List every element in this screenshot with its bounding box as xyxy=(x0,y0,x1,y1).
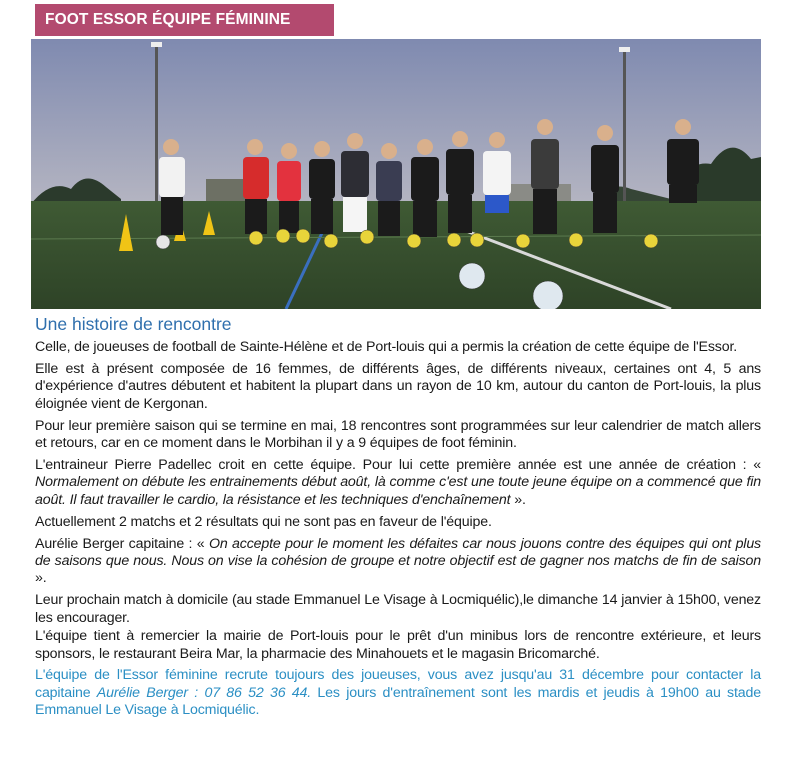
paragraph-captain xyxy=(35,536,761,588)
paragraph-origin: Celle, de joueuses de football de Sainte-Hélène et de Port-louis qui a permis la création de cette équipe de l'Essor. xyxy=(35,339,738,355)
paragraph-coach xyxy=(35,457,761,509)
recruitment-text: L'équipe de l'Essor féminine recrute toujours des joueuses, vous avez jusqu'au 31 décembre pour contacter la capitaine xyxy=(35,667,761,701)
coach-quote-end: ». xyxy=(510,491,526,508)
article-body xyxy=(35,314,761,724)
captain-quote-end: ». xyxy=(35,570,47,587)
paragraph-thanks: L'équipe tient à remercier la mairie de Port-louis pour le prêt d'un minibus lors de rencontre extérieure, et leurs sponsors, le restaurant Beira Mar, la pharmacie des Minahouets et le magasin Bricomarché. xyxy=(35,628,761,662)
captain-intro: Aurélie Berger capitaine : « xyxy=(35,535,209,552)
article-heading: Une histoire de rencontre xyxy=(35,314,232,334)
paragraph-composition: Elle est à présent composée de 16 femmes, de différents âges, de différents niveaux, certaines ont 4, 5 ans d'expérience d'autres débutent et habitent la plupart dans un rayon de 10 km, autour du canton de Port-louis, la plus éloignée vient de Kergonan. xyxy=(35,360,761,412)
captain-contact: Aurélie Berger : 07 86 52 36 44. xyxy=(96,684,312,701)
paragraph-season: Pour leur première saison qui se termine en mai, 18 rencontres sont programmées sur leur calendrier de match allers et retours, car en ce moment dans le Morbihan il y a 9 équipes de foot féminin. xyxy=(35,417,761,452)
coach-intro: L'entraineur Pierre Padellec croit en cette équipe. Pour lui cette première année est une année de création : « xyxy=(35,456,761,473)
section-banner: FOOT ESSOR ÉQUIPE FÉMININE xyxy=(35,4,334,36)
coach-quote: Normalement on débute les entrainements début août, là comme c'est une toute jeune équipe on a commencé que fin août. Il faut travailler le cardio, la résistance et les techniques d'enchaînement xyxy=(35,474,761,508)
paragraph-next-match: Leur prochain match à domicile (au stade Emmanuel Le Visage à Locmiquélic),le dimanche 14 janvier à 15h00, venez les encourager. xyxy=(35,592,761,626)
paragraph-results: Actuellement 2 matchs et 2 résultats qui ne sont pas en faveur de l'équipe. xyxy=(35,513,492,530)
training-days: Les jours d'entraînement sont les mardis et jeudis à 19h00 au stade Emmanuel Le Visage à Locmiquélic. xyxy=(35,684,761,719)
team-photo xyxy=(31,39,761,309)
captain-quote: On accepte pour le moment les défaites car nous jouons contre des équipes qui ont plus de saisons que nous. Nous on vise la cohésion de groupe et notre objectif est de gagner nos matchs de fin de saison xyxy=(35,535,761,569)
paragraph-recruitment xyxy=(35,667,761,719)
